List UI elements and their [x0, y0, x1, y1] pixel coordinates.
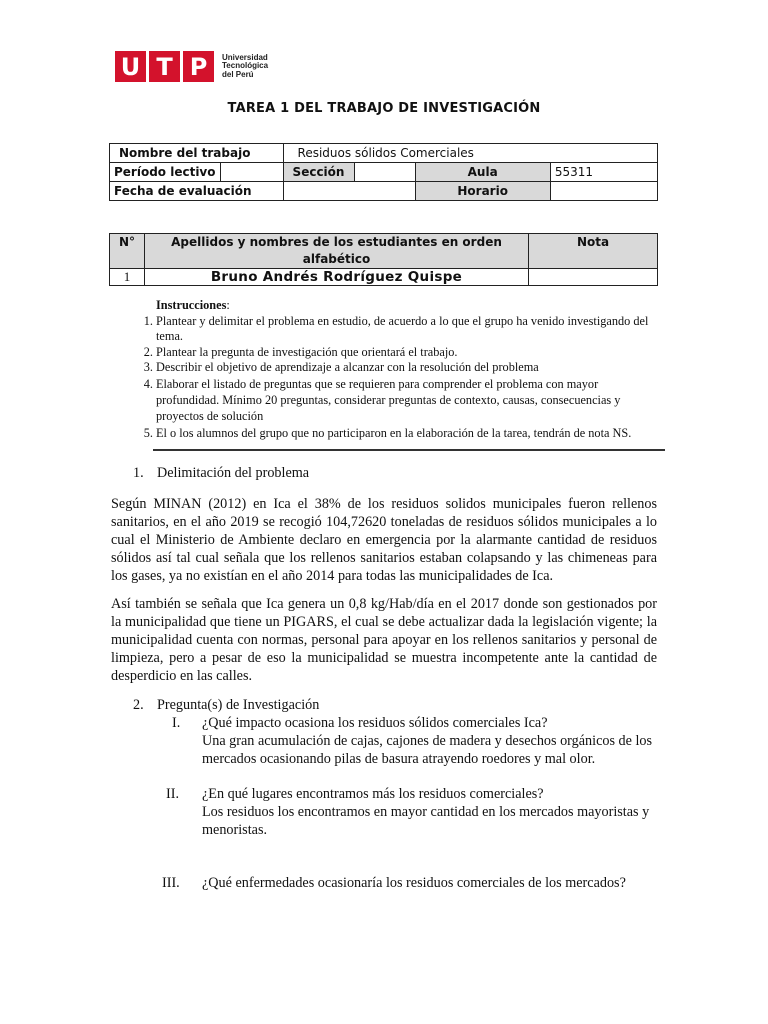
logo-letter-p: P: [183, 51, 214, 82]
question-text: ¿Qué impacto ocasiona los residuos sólidos comerciales Ica?: [202, 715, 548, 731]
university-line-1: Universidad: [222, 52, 268, 62]
nombre-value: Residuos sólidos Comerciales: [283, 144, 657, 163]
aula-label: Aula: [415, 163, 550, 182]
section1-paragraph-1: Según MINAN (2012) en Ica el 38% de los residuos solidos municipales fueron rellenos sanitarios, en el año 2019 se recogió 104,72620 toneladas de residuos sólidos municipales a lo cual el Ministerio de Ambiente declaro en emergencia por la alarmante cantidad de residuos sólidos así tal cual señala que los rellenos sanitarios estaban colapsando y las chimeneas para los gases, ya no existían en el año 2014 para todas las municipalidades de Ica.: [111, 496, 657, 584]
answer-line: menoristas.: [202, 822, 268, 838]
section1-heading: Delimitación del problema: [157, 465, 310, 481]
question-numeral: III.: [162, 875, 180, 891]
student-grade: [529, 269, 658, 286]
student-num: 1: [110, 269, 145, 286]
university-line-3: del Perú: [222, 69, 254, 79]
question-text: ¿En qué lugares encontramos más los residuos comerciales?: [202, 786, 544, 802]
students-table: [109, 233, 658, 286]
col-names-header: Apellidos y nombres de los estudiantes en orden alfabético: [145, 234, 529, 269]
col-num-header: N°: [110, 234, 145, 269]
instruction-item: 1. Plantear y delimitar el problema en estudio, de acuerdo a lo que el grupo ha venido investigando del tema.: [156, 314, 663, 345]
utp-logo: [115, 50, 268, 83]
col-grade-header: Nota: [529, 234, 658, 269]
university-line-2: Tecnológica: [222, 61, 269, 71]
instructions-list: [133, 314, 663, 442]
instructions-block: [133, 298, 663, 441]
nombre-label: Nombre del trabajo: [110, 144, 284, 163]
fecha-value: [283, 182, 415, 201]
university-name: [222, 54, 268, 80]
section1-number: 1.: [133, 465, 144, 481]
seccion-label: Sección: [283, 163, 354, 182]
instruction-item: 2. Plantear la pregunta de investigación que orientará el trabajo.: [156, 345, 663, 361]
periodo-value: [220, 163, 283, 182]
instructions-heading-text: Instrucciones: [156, 298, 227, 312]
answer-line: mercados ocasionando pilas de basura atrayendo roedores y mal olor.: [202, 751, 596, 767]
info-row-nombre: [110, 144, 658, 163]
aula-value: 55311: [550, 163, 657, 182]
section1-paragraph-2: Así también se señala que Ica genera un 0,8 kg/Hab/día en el 2017 donde son gestionados por la municipalidad que tiene un PIGARS, el cual se debe actualizar dada la legislación vigente; la municipalidad cuenta con normas, personal para apoyar en los rellenos sanitarios y personal de limpieza, pero a pesar de eso la municipalidad se muestra incompetente ante la cantidad de desperdicio en las calles.: [111, 596, 657, 684]
logo-letter-t: T: [149, 51, 180, 82]
question-text: ¿Qué enfermedades ocasionaría los residuos comerciales de los mercados?: [202, 875, 626, 891]
answer-line: Los residuos los encontramos en mayor cantidad en los mercados mayoristas y: [202, 804, 650, 820]
logo-letter-u: U: [115, 51, 146, 82]
divider: [153, 449, 665, 451]
section2-number: 2.: [133, 697, 144, 713]
info-row-fecha: [110, 182, 658, 201]
info-table: [109, 143, 658, 201]
fecha-label: Fecha de evaluación: [110, 182, 284, 201]
question-numeral: I.: [172, 715, 181, 731]
instruction-item: 5. El o los alumnos del grupo que no participaron en la elaboración de la tarea, tendrán de nota NS.: [156, 426, 663, 442]
instructions-heading: Instrucciones:: [156, 298, 230, 312]
student-name: Bruno Andrés Rodríguez Quispe: [145, 269, 529, 286]
section2-heading: Pregunta(s) de Investigación: [157, 697, 320, 713]
periodo-label: Período lectivo: [110, 163, 221, 182]
instruction-item: 3. Describir el objetivo de aprendizaje a alcanzar con la resolución del problema: [156, 360, 663, 376]
question-numeral: II.: [166, 786, 179, 802]
horario-label: Horario: [415, 182, 550, 201]
info-row-periodo: [110, 163, 658, 182]
instruction-item: 4. Elaborar el listado de preguntas que se requieren para comprender el problema con mayor profundidad. Mínimo 20 preguntas, considerar preguntas de contexto, causas, consecuencias y proyectos de solución: [156, 376, 663, 424]
document-title: TAREA 1 DEL TRABAJO DE INVESTIGACIÓN: [227, 101, 541, 116]
students-header-row: [110, 234, 658, 269]
answer-line: Una gran acumulación de cajas, cajones de madera y desechos orgánicos de los: [202, 733, 653, 749]
seccion-value: [354, 163, 415, 182]
student-row: [110, 269, 658, 286]
horario-value: [550, 182, 657, 201]
